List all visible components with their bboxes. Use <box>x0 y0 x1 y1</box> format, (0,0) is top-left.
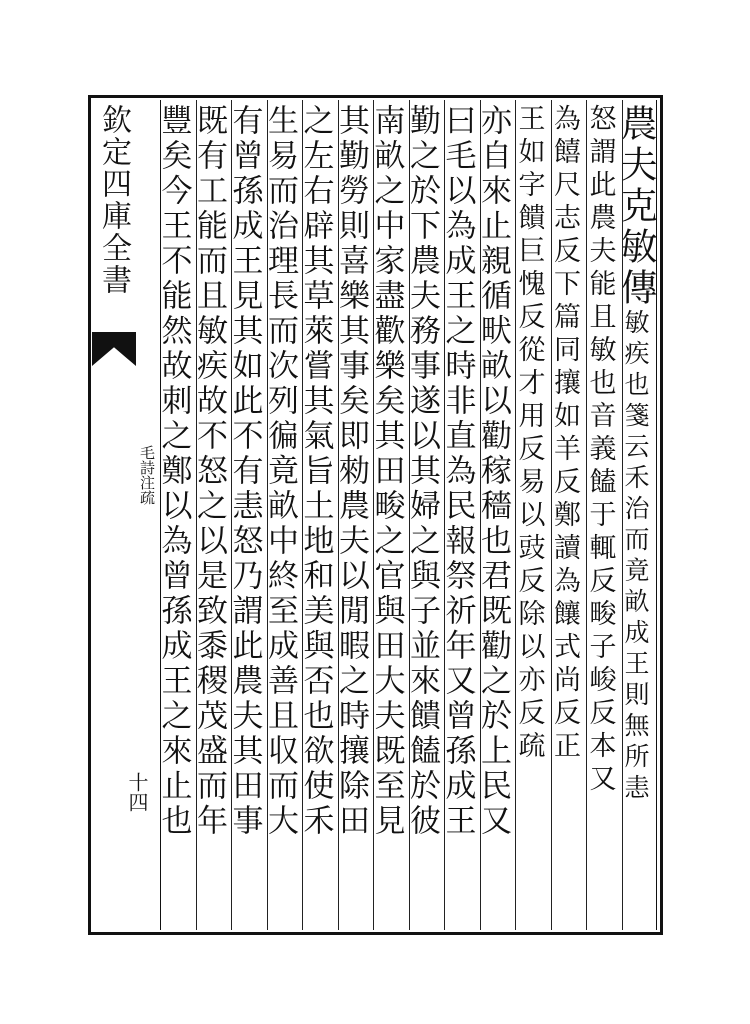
commentary-text: 敏疾也箋云禾治而竟畝成王則無所恚 <box>621 309 650 805</box>
fishtail-mark <box>92 332 136 366</box>
column-rule <box>373 100 374 930</box>
text-column <box>614 104 657 924</box>
folio-number: 十四 <box>125 772 149 812</box>
column-rule <box>551 100 552 930</box>
text-column: 王如字饋巨愧反從才用反易以豉反除以亦反疏 <box>513 104 545 764</box>
text-column: 其勤勞則喜樂其事矣即勑農夫以閒暇之時攘除田 <box>333 104 369 839</box>
text-column: 之左右辟其草萊嘗其氣旨土地和美與否也欲使禾 <box>297 104 334 839</box>
main-text: 農夫克敏傳 <box>614 104 657 309</box>
column-rule <box>622 100 623 930</box>
margin-column <box>92 100 158 930</box>
collection-title: 欽定四庫全書 <box>96 104 131 296</box>
column-rule <box>480 100 481 930</box>
column-rule <box>338 100 339 930</box>
text-column: 亦自來止親循畎畝以勸稼穡也君既勸之於上民又 <box>475 104 511 839</box>
text-column: 為饎尺志反下篇同攘如羊反鄭讀為饟式尚反正 <box>549 104 580 764</box>
column-rule <box>267 100 268 930</box>
column-rule <box>231 100 232 930</box>
text-column: 怒謂此農夫能且敏也音義饁于輒反畯子峻反本又 <box>584 104 616 797</box>
text-column: 曰毛以為成王之時非直為民報祭祈年又曾孫成王 <box>439 104 476 839</box>
column-rule <box>444 100 445 930</box>
text-column: 南畝之中家盡歡樂矣其田畯之官與田大夫既至見 <box>368 104 405 839</box>
column-rule <box>409 100 410 930</box>
column-rule <box>515 100 516 930</box>
column-rule <box>302 100 303 930</box>
book-title: 毛詩注疏 <box>138 445 156 505</box>
column-rule <box>196 100 197 930</box>
text-column: 有曾孫成王見其如此不有恚怒乃謂此農夫其田事 <box>226 104 263 839</box>
column-rule <box>586 100 587 930</box>
text-column: 既有工能而且敏疾故不怒之以是致黍稷茂盛而年 <box>191 104 227 839</box>
text-column: 勤之於下農夫務事遂以其婦之與子並來饋饁於彼 <box>404 104 440 839</box>
text-column: 生易而治理長而次列徧竟畝中終至成善且収而大 <box>262 104 298 839</box>
text-column: 豐矣今王不能然故刺之鄭以為曾孫成王之來止也 <box>155 104 192 839</box>
